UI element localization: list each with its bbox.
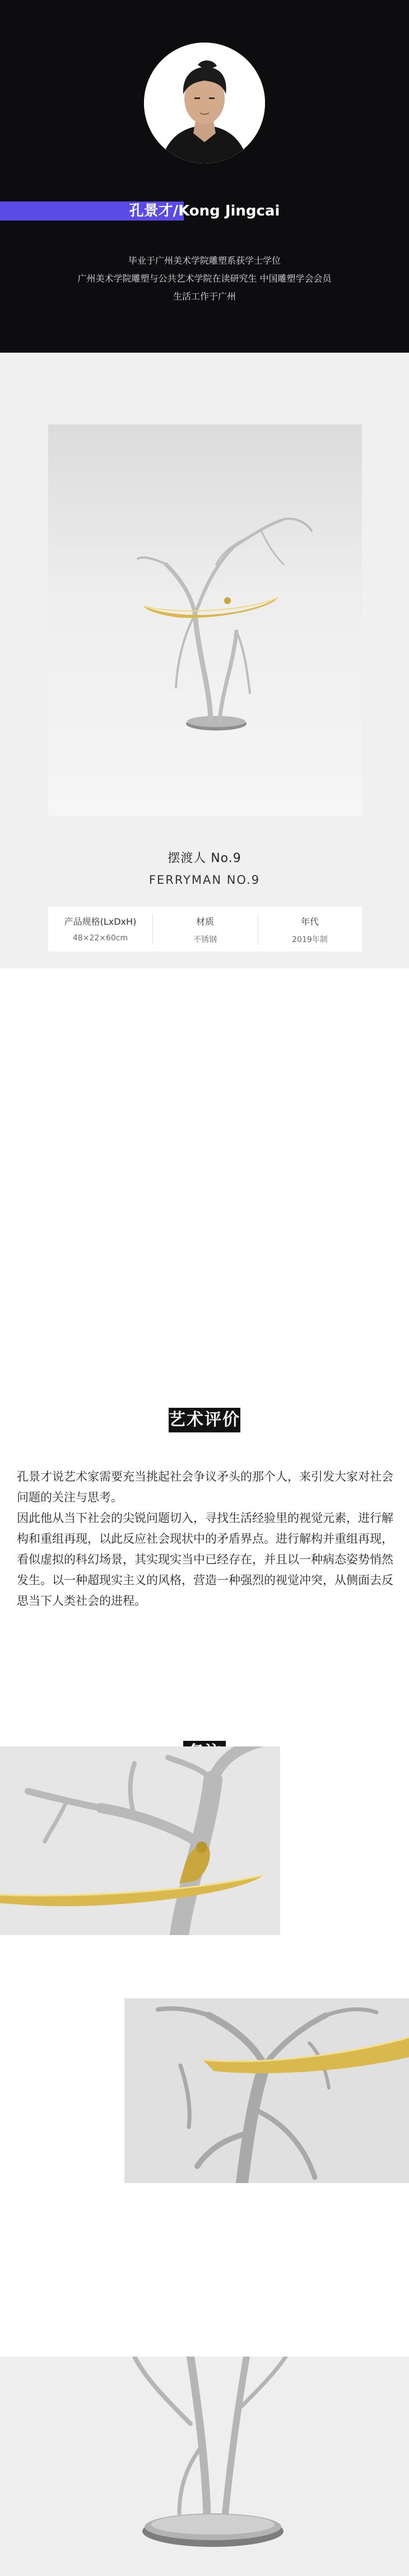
detail-photo-boat xyxy=(0,1746,280,1935)
detail-photo-base xyxy=(0,2357,409,2576)
bio-line: 广州美术学院雕塑与公共艺术学院在读研究生 中国雕塑学会会员 xyxy=(77,273,332,284)
bio-line: 毕业于广州美术学院雕塑系获学士学位 xyxy=(128,255,281,266)
review-paragraph: 因此他从当下社会的尖锐问题切入，寻找生活经验里的视觉元素，进行解构和重组再现，以此反应社会现状中的矛盾界点。进行解构并重组再现，看似虚拟的科幻场景，其实现实当中已经存在，并且以一种病态姿势悄然发生。以一种超现实主义的风格，营造一种强烈的视觉冲突，从侧面去反思当下人类社会的进程。 xyxy=(17,1511,393,1608)
artist-avatar xyxy=(144,43,265,163)
review-paragraph: 孔景才说艺术家需要充当挑起社会争议矛头的那个人，来引发大家对社会问题的关注与思考。 xyxy=(17,1470,393,1504)
artwork-section xyxy=(0,353,409,968)
spec-value: 48×22×60cm xyxy=(72,934,128,943)
spec-label: 材质 xyxy=(196,916,214,927)
artist-header xyxy=(0,0,409,353)
spec-year xyxy=(258,907,362,952)
spec-value: 2019年制 xyxy=(292,935,328,944)
detail-photo-branches xyxy=(124,1998,409,2183)
spec-material xyxy=(152,907,258,952)
sculpture-photo xyxy=(48,424,362,816)
spec-size xyxy=(48,907,152,952)
bio-line: 生活工作于广州 xyxy=(173,291,236,302)
review-heading: 艺术评价 xyxy=(169,1408,240,1432)
artist-bio xyxy=(0,252,409,306)
spec-label: 年代 xyxy=(300,916,319,927)
spec-label: 产品规格(LxDxH) xyxy=(64,916,137,927)
artist-name: 孔景才/Kong Jingcai xyxy=(129,203,280,219)
review-text xyxy=(17,1467,393,1612)
spec-table xyxy=(48,907,362,952)
artwork-title-cn: 摆渡人 No.9 xyxy=(168,851,241,865)
spec-value: 不锈钢 xyxy=(193,935,217,944)
artwork-title-en: FERRYMAN NO.9 xyxy=(148,873,261,887)
